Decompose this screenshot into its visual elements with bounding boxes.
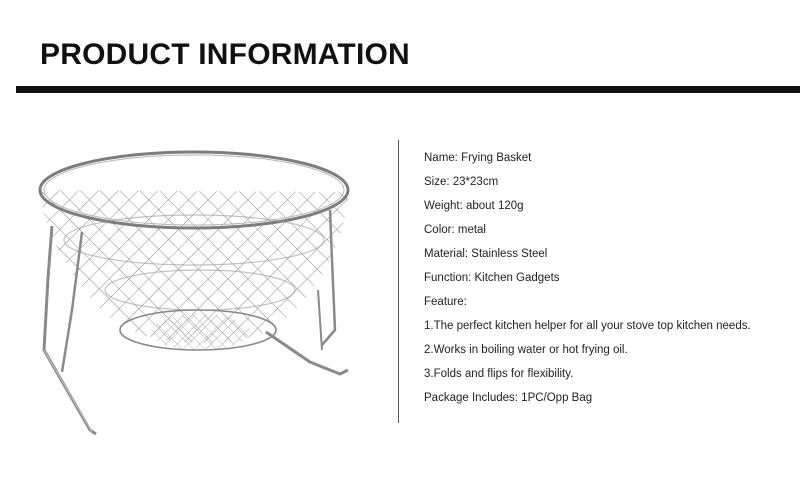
product-spec-list [424,146,794,410]
frying-basket-image [30,140,370,440]
spec-package: Package Includes: 1PC/Opp Bag [424,392,593,404]
spec-size: Size: 23*23cm [424,176,499,188]
spec-feature-2: 2.Works in boiling water or hot frying oil. [424,344,628,356]
page-title: PRODUCT INFORMATION [40,38,410,71]
spec-material: Material: Stainless Steel [424,248,548,260]
spec-feature-3: 3.Folds and flips for flexibility. [424,368,574,380]
title-underline [16,86,800,93]
spec-feature-1: 1.The perfect kitchen helper for all your stove top kitchen needs. [424,320,751,332]
spec-weight: Weight: about 120g [424,200,524,212]
spec-feature-heading: Feature: [424,296,467,308]
spec-name: Name: Frying Basket [424,152,532,164]
spec-function: Function: Kitchen Gadgets [424,272,560,284]
vertical-divider [398,140,399,423]
spec-color: Color: metal [424,224,486,236]
